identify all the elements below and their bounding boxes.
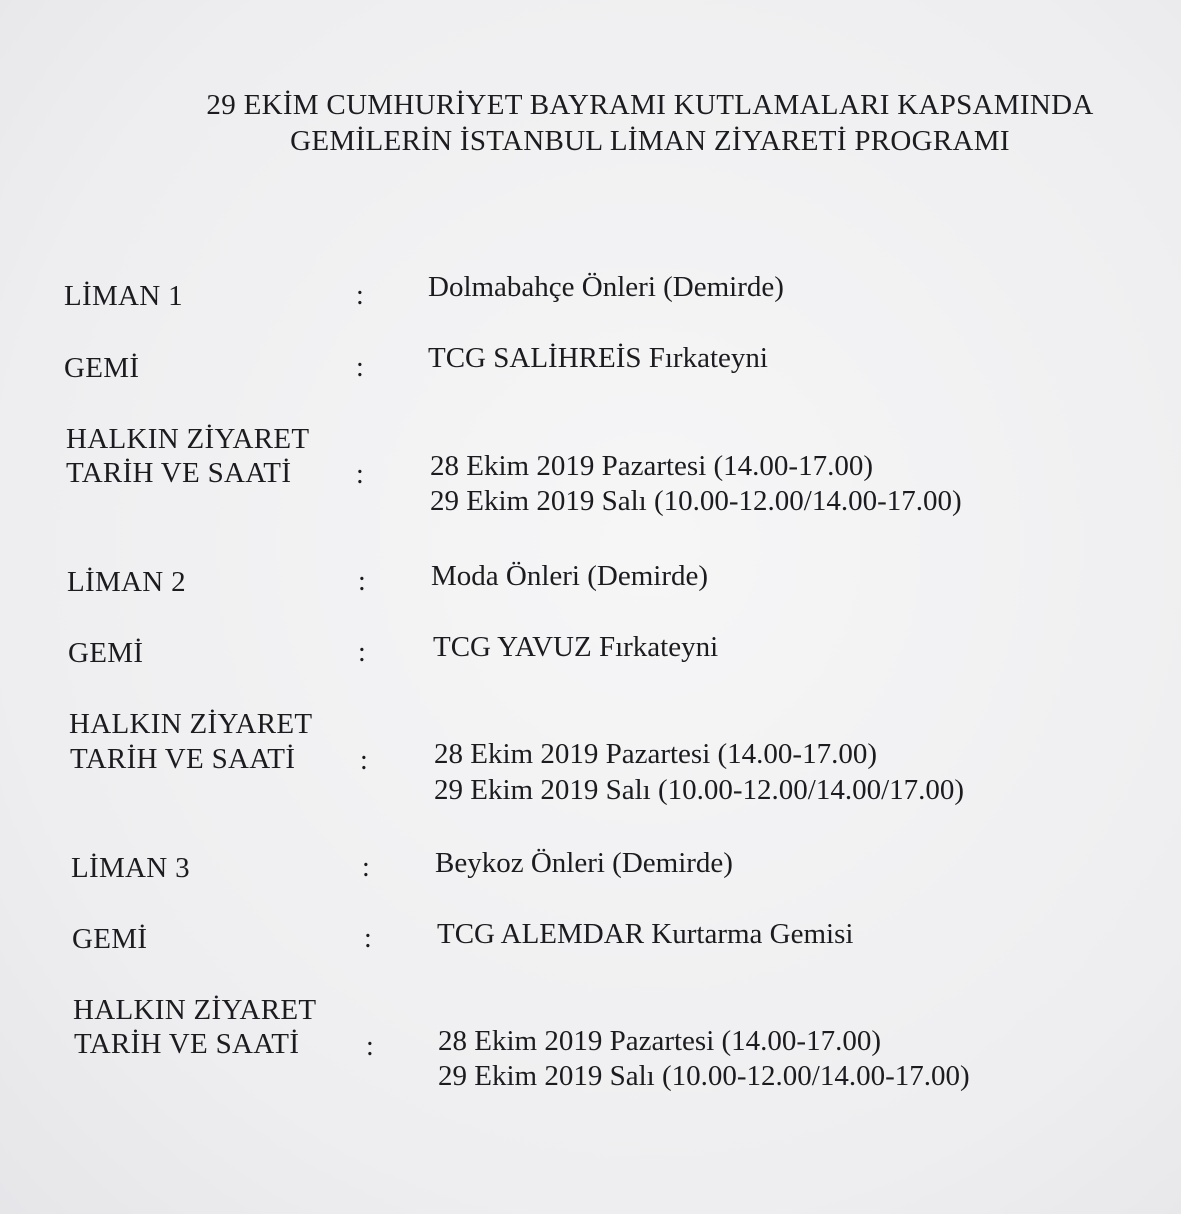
separator: : bbox=[358, 637, 366, 668]
port-label: LİMAN 3 bbox=[71, 852, 190, 884]
visit-time-line-1: 28 Ekim 2019 Pazartesi (14.00-17.00) bbox=[434, 738, 877, 770]
port-value: Beykoz Önleri (Demirde) bbox=[435, 847, 733, 879]
visit-label-line-1: HALKIN ZİYARET bbox=[66, 423, 310, 455]
separator: : bbox=[364, 923, 372, 954]
visit-label-line-1: HALKIN ZİYARET bbox=[69, 708, 313, 740]
separator: : bbox=[360, 745, 368, 776]
visit-time-line-1: 28 Ekim 2019 Pazartesi (14.00-17.00) bbox=[430, 450, 873, 482]
ship-value: TCG SALİHREİS Fırkateyni bbox=[428, 342, 768, 374]
document-title-line-1: 29 EKİM CUMHURİYET BAYRAMI KUTLAMALARI KAPSAMINDA bbox=[206, 89, 1094, 121]
visit-time-line-1: 28 Ekim 2019 Pazartesi (14.00-17.00) bbox=[438, 1025, 881, 1057]
separator: : bbox=[356, 280, 364, 311]
separator: : bbox=[366, 1031, 374, 1062]
port-value: Dolmabahçe Önleri (Demirde) bbox=[428, 271, 784, 303]
port-label: LİMAN 2 bbox=[67, 566, 186, 598]
visit-label-line-2: TARİH VE SAATİ bbox=[74, 1028, 300, 1060]
separator: : bbox=[356, 459, 364, 490]
separator: : bbox=[356, 352, 364, 383]
ship-value: TCG ALEMDAR Kurtarma Gemisi bbox=[437, 918, 854, 950]
visit-label-line-1: HALKIN ZİYARET bbox=[73, 994, 317, 1026]
port-value: Moda Önleri (Demirde) bbox=[431, 560, 709, 592]
ship-value: TCG YAVUZ Fırkateyni bbox=[433, 631, 719, 663]
ship-label: GEMİ bbox=[68, 637, 144, 669]
port-label: LİMAN 1 bbox=[64, 280, 183, 312]
visit-time-line-2: 29 Ekim 2019 Salı (10.00-12.00/14.00/17.00) bbox=[434, 774, 965, 806]
document-title-line-2: GEMİLERİN İSTANBUL LİMAN ZİYARETİ PROGRAMI bbox=[290, 125, 1010, 157]
visit-time-line-2: 29 Ekim 2019 Salı (10.00-12.00/14.00-17.00) bbox=[430, 485, 962, 517]
ship-label: GEMİ bbox=[64, 352, 140, 384]
separator: : bbox=[362, 852, 370, 883]
visit-label-line-2: TARİH VE SAATİ bbox=[66, 457, 292, 489]
ship-label: GEMİ bbox=[72, 923, 148, 955]
separator: : bbox=[358, 566, 366, 597]
visit-label-line-2: TARİH VE SAATİ bbox=[70, 743, 296, 775]
visit-time-line-2: 29 Ekim 2019 Salı (10.00-12.00/14.00-17.00) bbox=[438, 1060, 970, 1092]
